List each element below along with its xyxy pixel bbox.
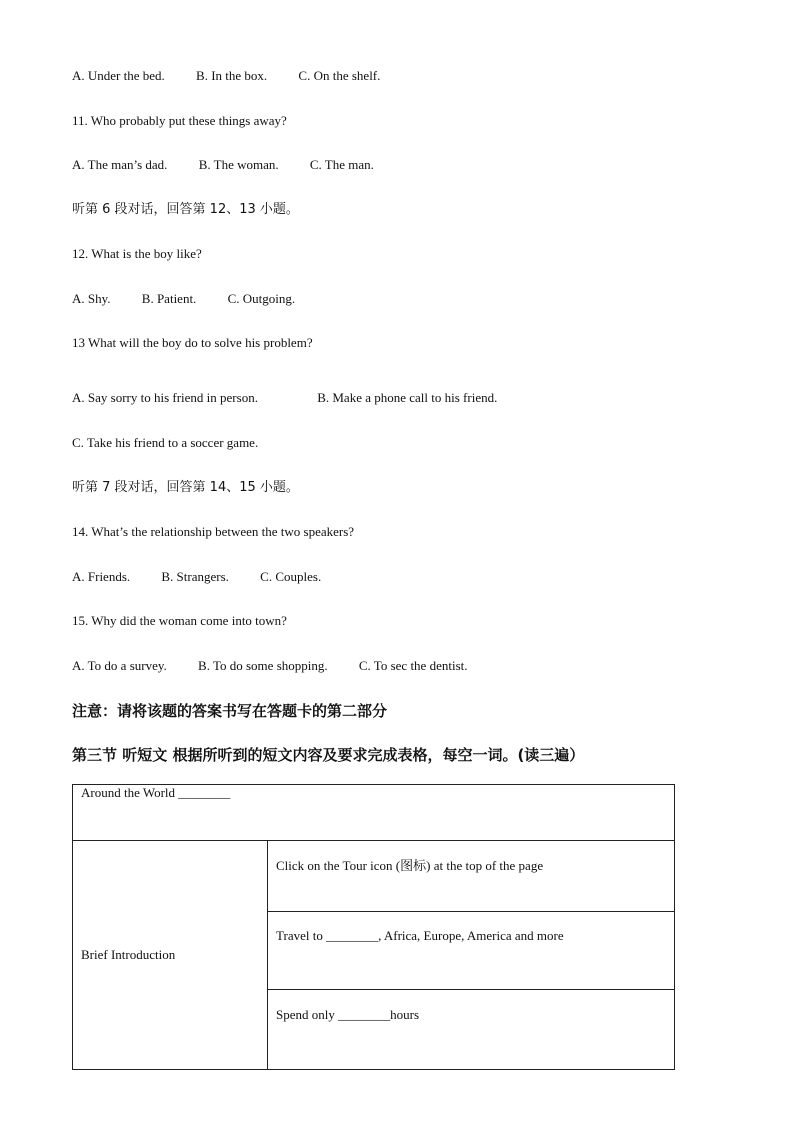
table-row [73,841,675,912]
q15-option-c: C. To sec the dentist. [358,658,468,673]
q11-option-c: C. The man. [309,157,374,172]
section-6-instruction: 听第 6 段对话，回答第 12、13 小题。 [72,202,299,217]
q11-options [72,157,374,173]
q14-question: 14. What’s the relationship between the two speakers? [72,524,355,539]
q10-option-a: A. Under the bed. [72,68,165,83]
q14-options [72,569,321,585]
q12-option-b: B. Patient. [141,291,197,306]
q11-question: 11. Who probably put these things away? [72,113,287,128]
listening-table [72,784,675,1070]
q13-option-b: B. Make a phone call to his friend. [317,390,498,405]
table-cell-hours: Spend only ________hours [268,990,675,1070]
q11-option-b: B. The woman. [198,157,279,172]
brief-introduction-label: Brief Introduction [73,841,268,1070]
table-cell-travel: Travel to ________, Africa, Europe, America and more [268,912,675,990]
q10-options [72,68,380,84]
q10-option-b: B. In the box. [196,68,268,83]
q15-option-b: B. To do some shopping. [198,658,328,673]
q13-option-c: C. Take his friend to a soccer game. [72,435,259,450]
q12-option-a: A. Shy. [72,291,111,306]
q13-question: 13 What will the boy do to solve his problem? [72,335,313,350]
table-title-cell: Around the World ________ [73,785,675,841]
q14-option-b: B. Strangers. [161,569,229,584]
q12-option-c: C. Outgoing. [227,291,296,306]
q12-question: 12. What is the boy like? [72,246,202,261]
q15-options [72,658,468,674]
q12-options [72,291,295,307]
q15-option-a: A. To do a survey. [72,658,167,673]
q10-option-c: C. On the shelf. [298,68,381,83]
q14-option-c: C. Couples. [260,569,322,584]
table-title-row [73,785,675,841]
part-3-heading: 第三节 听短文 根据所听到的短文内容及要求完成表格，每空一词。(读三遍） [72,746,585,764]
q14-option-a: A. Friends. [72,569,131,584]
section-7-instruction: 听第 7 段对话，回答第 14、15 小题。 [72,480,299,495]
answer-sheet-notice: 注意：请将该题的答案书写在答题卡的第二部分 [72,702,388,720]
q13-option-a: A. Say sorry to his friend in person. [72,390,258,405]
q11-option-a: A. The man’s dad. [72,157,168,172]
q15-question: 15. Why did the woman come into town? [72,613,287,628]
q13-options-row1 [72,390,497,406]
table-cell-tour-icon: Click on the Tour icon (图标) at the top of the page [268,841,675,912]
